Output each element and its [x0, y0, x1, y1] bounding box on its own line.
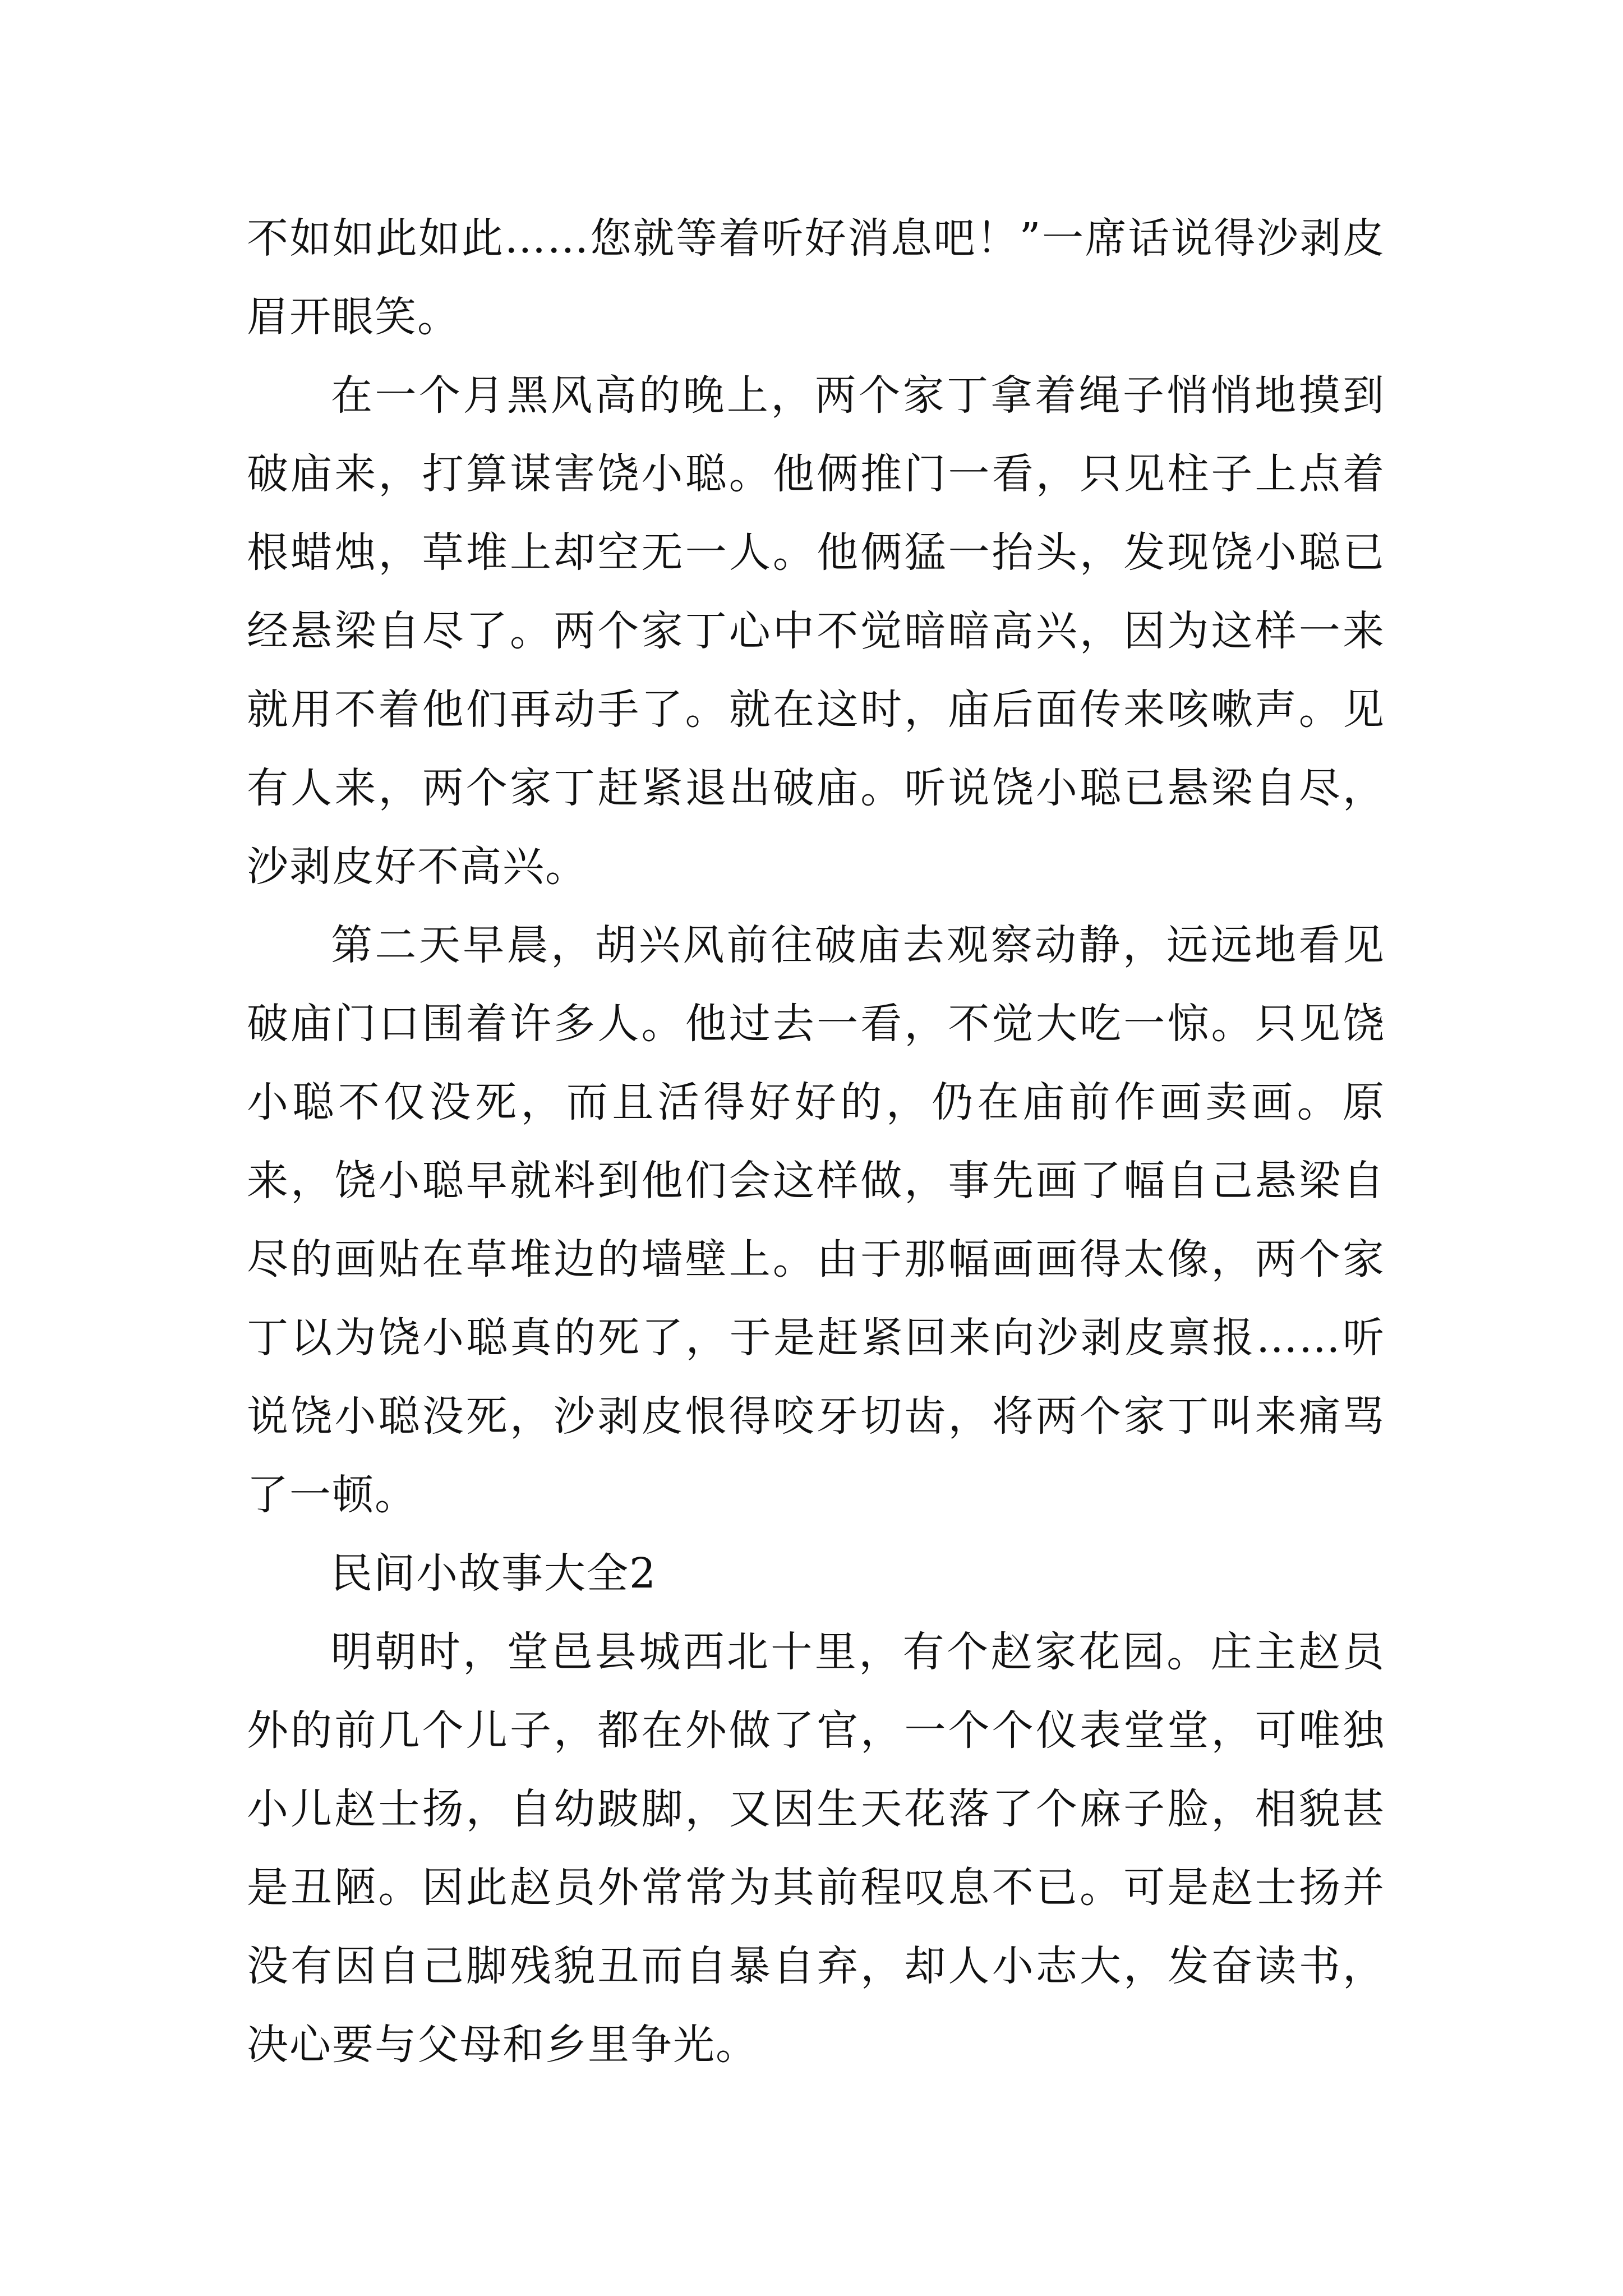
paragraph-ming-dynasty: 明朝时，堂邑县城西北十里，有个赵家花园。庄主赵员外的前几个儿子，都在外做了官，一个个仪表堂堂，可唯独小儿赵士扬，自幼跛脚，又因生天花落了个麻子脸，相貌甚是丑陋。因此赵员外常常为其前程叹息不已。可是赵士扬并没有因自己脚残貌丑而自暴自弃，却人小志大，发奋读书，决心要与父母和乡里争光。 [247, 1628, 1385, 2069]
section-title: 民间小故事大全2 [331, 1549, 657, 1598]
paragraph-continuation: 不如如此如此……您就等着听好消息吧！”一席话说得沙剥皮眉开眼笑。 [247, 214, 1385, 341]
paragraph-night-plot: 在一个月黑风高的晚上，两个家丁拿着绳子悄悄地摸到破庙来，打算谋害饶小聪。他俩推门一看，只见柱子上点着根蜡烛，草堆上却空无一人。他俩猛一抬头，发现饶小聪已经悬梁自尽了。两个家丁心中不觉暗暗高兴，因为这样一来就用不着他们再动手了。就在这时，庙后面传来咳嗽声。见有人来，两个家丁赶紧退出破庙。听说饶小聪已悬梁自尽，沙剥皮好不高兴。 [247, 371, 1385, 891]
paragraph-next-morning: 第二天早晨，胡兴风前往破庙去观察动静，远远地看见破庙门口围着许多人。他过去一看，不觉大吃一惊。只见饶小聪不仅没死，而且活得好好的，仍在庙前作画卖画。原来，饶小聪早就料到他们会这样做，事先画了幅自己悬梁自尽的画贴在草堆边的墙壁上。由于那幅画画得太像，两个家丁以为饶小聪真的死了，于是赶紧回来向沙剥皮禀报……听说饶小聪没死，沙剥皮恨得咬牙切齿，将两个家丁叫来痛骂了一顿。 [247, 921, 1385, 1519]
document-body [247, 199, 1385, 2084]
